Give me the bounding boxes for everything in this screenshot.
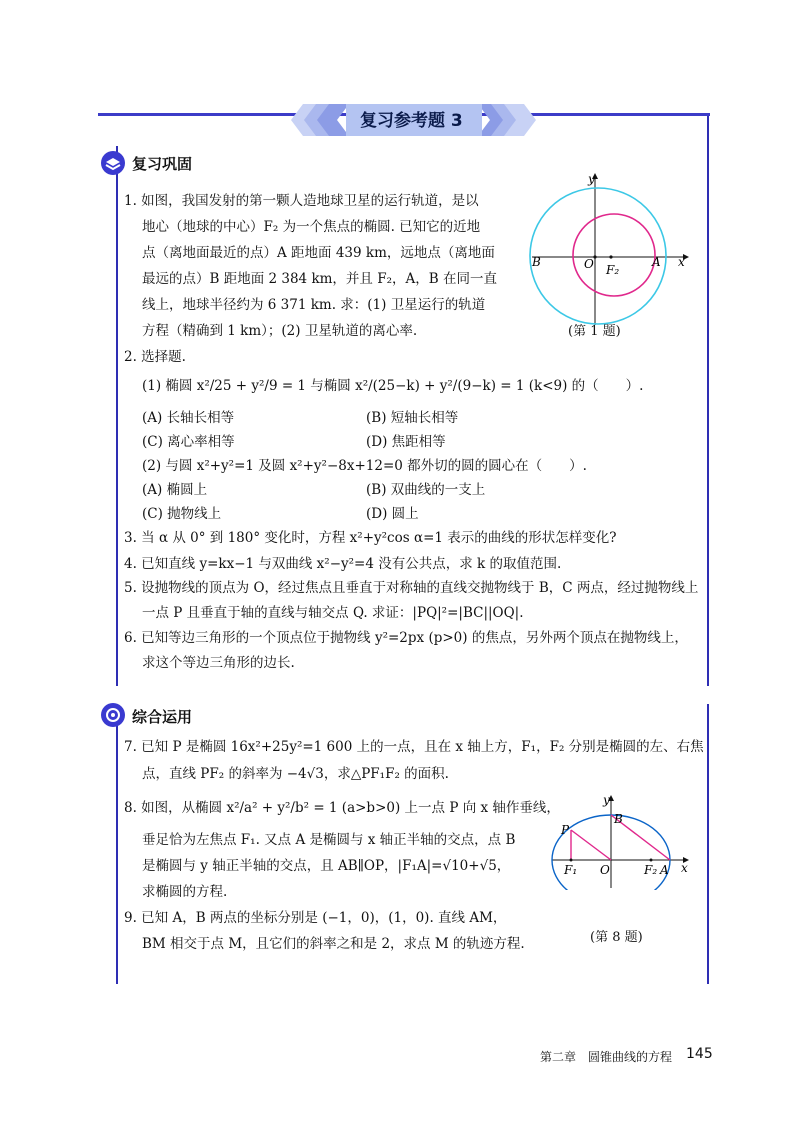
problem-1-line6: 方程（精确到 1 km）；(2) 卫星轨道的离心率.: [142, 323, 418, 339]
problem-8-line1: 8. 如图，从椭圆 x²/a² + y²/b² = 1 (a>b>0) 上一点 P 向 x 轴作垂线，: [124, 800, 560, 816]
choice-2-2-d: (D) 圆上: [366, 506, 419, 522]
problem-8-line2: 垂足恰为左焦点 F₁. 又点 A 是椭圆与 x 轴正半轴的交点，点 B: [142, 832, 516, 848]
problem-5-line1: 5. 设抛物线的顶点为 O，经过焦点且垂直于对称轴的直线交抛物线于 B，C 两点，经过抛物线上: [124, 580, 699, 596]
figure-8-ellipse: [548, 790, 693, 890]
fig8-label-f2: F₂: [644, 863, 658, 877]
problem-4: 4. 已知直线 y=kx−1 与双曲线 x²−y²=4 没有公共点，求 k 的取值范围.: [124, 556, 562, 572]
fig1-label-a: A: [652, 255, 661, 269]
section-title-application: 综合运用: [132, 708, 193, 726]
problem-6-line2: 求这个等边三角形的边长.: [142, 655, 295, 671]
problem-9-line1: 9. 已知 A，B 两点的坐标分别是 (−1，0)，(1，0). 直线 AM，: [124, 910, 507, 926]
figure-1-orbit: [528, 170, 696, 330]
problem-2-title: 2. 选择题.: [124, 349, 186, 365]
choice-2-2-b: (B) 双曲线的一支上: [366, 482, 486, 498]
problem-1-line3: 点（离地面最近的点）A 距地面 439 km，远地点（离地面: [142, 245, 495, 261]
page-title: 复习参考题 3: [360, 111, 463, 131]
fig8-label-f1: F₁: [564, 863, 578, 877]
problem-1-line2: 地心（地球的中心）F₂ 为一个焦点的椭圆. 已知它的近地: [142, 219, 481, 235]
chapter-footer: 第二章 圆锥曲线的方程: [540, 1050, 673, 1064]
fig8-label-x: x: [681, 861, 688, 875]
problem-8-line4: 求椭圆的方程.: [142, 884, 228, 900]
problem-3: 3. 当 α 从 0° 到 180° 变化时，方程 x²+y²cos α=1 表示的曲线的形状怎样变化?: [124, 530, 617, 546]
figure-8-caption: (第 8 题): [590, 930, 643, 945]
fig8-label-y: y: [603, 793, 610, 807]
problem-1-line5: 线上，地球半径约为 6 371 km. 求：(1) 卫星运行的轨道: [142, 297, 486, 313]
problem-8-line3: 是椭圆与 y 轴正半轴的交点，且 AB∥OP，|F₁A|=√10+√5，: [142, 858, 511, 874]
choice-2-2-c: (C) 抛物线上: [142, 506, 222, 522]
fig8-label-b: B: [614, 812, 623, 826]
problem-2-q2: (2) 与圆 x²+y²=1 及圆 x²+y²−8x+12=0 都外切的圆的圆心在（ ）.: [142, 458, 587, 474]
choice-2-1-a: (A) 长轴长相等: [142, 410, 235, 426]
problem-5-line2: 一点 P 且垂直于轴的直线与轴交点 Q. 求证：|PQ|²=|BC||OQ|.: [142, 605, 524, 621]
fig1-label-b: B: [532, 255, 541, 269]
problem-7-line1: 7. 已知 P 是椭圆 16x²+25y²=1 600 上的一点，且在 x 轴上方，F₁，F₂ 分别是椭圆的左、右焦: [124, 739, 704, 755]
fig1-label-y: y: [588, 172, 595, 186]
fig1-label-o: O: [584, 257, 594, 271]
problem-2-q1: (1) 椭圆 x²/25 + y²/9 = 1 与椭圆 x²/(25−k) + y²/(9−k) = 1 (k<9) 的（ ）.: [142, 378, 644, 394]
choice-2-1-c: (C) 离心率相等: [142, 434, 235, 450]
application-icon: [100, 702, 126, 728]
problem-1-line4: 最远的点）B 距地面 2 384 km，并且 F₂，A，B 在同一直: [142, 271, 497, 287]
problem-1-line1: 1. 如图，我国发射的第一颗人造地球卫星的运行轨道，是以: [124, 193, 479, 209]
page-number: 145: [686, 1046, 713, 1062]
figure-1-caption: (第 1 题): [568, 324, 621, 339]
review-icon: [100, 150, 126, 176]
section-title-review: 复习巩固: [132, 155, 193, 173]
fig8-label-a: A: [660, 863, 669, 877]
fig8-label-o: O: [600, 863, 610, 877]
problem-6-line1: 6. 已知等边三角形的一个顶点位于抛物线 y²=2px (p>0) 的焦点，另外两个顶点在抛物线上，: [124, 630, 688, 646]
choice-2-1-d: (D) 焦距相等: [366, 434, 446, 450]
problem-7-line2: 点，直线 PF₂ 的斜率为 −4√3，求△PF₁F₂ 的面积.: [142, 766, 449, 782]
choice-2-1-b: (B) 短轴长相等: [366, 410, 459, 426]
choice-2-2-a: (A) 椭圆上: [142, 482, 208, 498]
fig8-label-p: P: [561, 823, 570, 837]
fig1-label-x: x: [678, 255, 685, 269]
problem-9-line2: BM 相交于点 M，且它们的斜率之和是 2，求点 M 的轨迹方程.: [142, 936, 525, 952]
fig1-label-f2: F₂: [606, 263, 620, 277]
